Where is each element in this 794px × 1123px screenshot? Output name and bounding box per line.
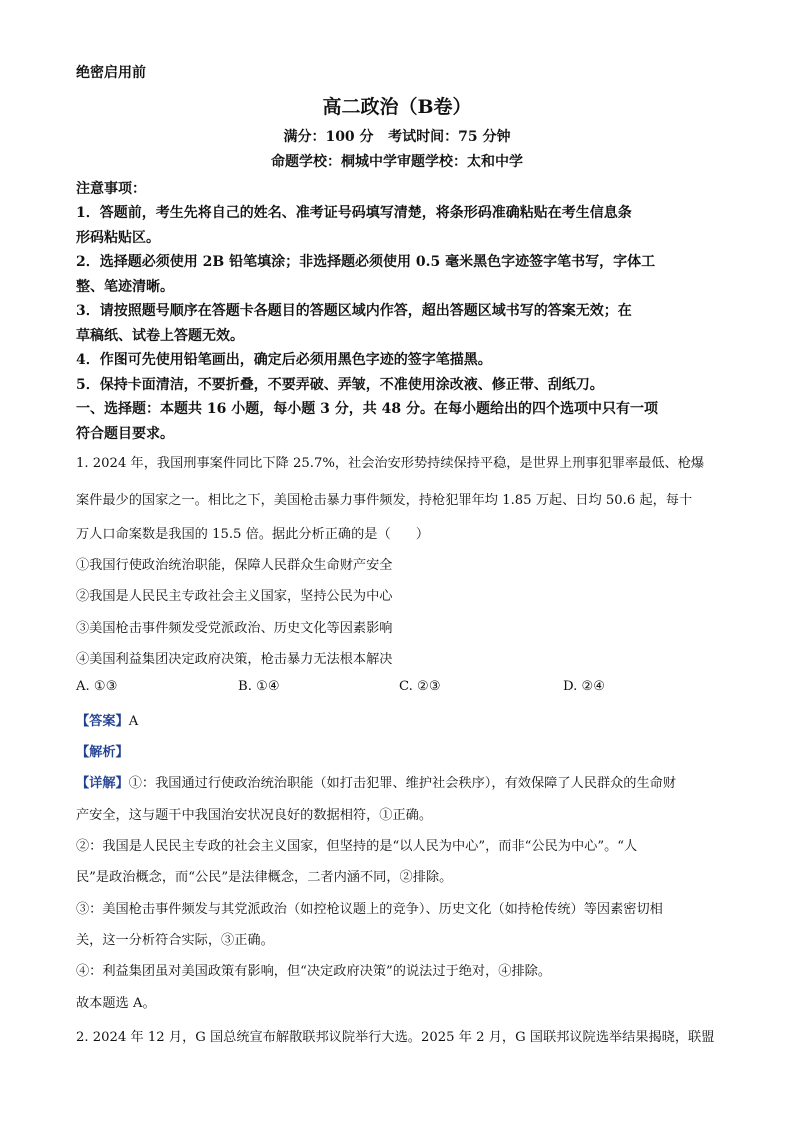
q1-conclusion: 故本题选 A。 bbox=[76, 996, 156, 1011]
q1-answer-line bbox=[76, 710, 138, 729]
answer-tag: 【答案】 bbox=[76, 714, 129, 729]
section-heading-line-2: 符合题目要求。 bbox=[76, 426, 174, 442]
q1-explanation-line-3: ②：我国是人民民主专政的社会主义国家，但坚持的是“以人民为中心”，而非“公民为中心”。“人 bbox=[76, 839, 638, 854]
notes-heading: 注意事项： bbox=[76, 181, 146, 197]
note-1-line-2: 形码粘贴区。 bbox=[76, 230, 160, 246]
q1-statement-2: ②我国是人民民主专政社会主义国家，坚持公民为中心 bbox=[76, 589, 393, 604]
q1-statement-3: ③美国枪击事件频发受党派政治、历史文化等因素影响 bbox=[76, 621, 393, 636]
note-4: 4．作图可先使用铅笔画出，确定后必须用黑色字迹的签字笔描黑。 bbox=[76, 352, 492, 368]
schools-line: 命题学校：桐城中学审题学校：太和中学 bbox=[271, 154, 523, 170]
q1-stem-line-2: 案件最少的国家之一。相比之下，美国枪击暴力事件频发，持枪犯罪年均 1.85 万起、日均 50.6 起，每十 bbox=[76, 493, 693, 508]
q1-option-b: B. ①④ bbox=[238, 679, 280, 694]
q1-explanation-line-4: 民”是政治概念，而“公民”是法律概念，二者内涵不同，②排除。 bbox=[76, 870, 453, 885]
q1-explanation-line-2: 产安全，这与题干中我国治安状况良好的数据相符，①正确。 bbox=[76, 808, 433, 823]
q1-statement-1: ①我国行使政治统治职能，保障人民群众生命财产安全 bbox=[76, 558, 393, 573]
section-heading-line-1: 一、选择题：本题共 16 小题，每小题 3 分，共 48 分。在每小题给出的四个选项中只有一项 bbox=[76, 401, 658, 417]
explanation-text-1: ①：我国通过行使政治统治职能（如打击犯罪、维护社会秩序），有效保障了人民群众的生命财 bbox=[128, 776, 677, 791]
q1-option-c: C. ②③ bbox=[399, 679, 441, 694]
note-2-line-1: 2．选择题必须使用 2B 铅笔填涂；非选择题必须使用 0.5 毫米黑色字迹签字笔书写，字体工 bbox=[76, 254, 656, 270]
analysis-tag bbox=[76, 741, 129, 760]
detail-tag: 【详解】 bbox=[76, 776, 129, 791]
q1-option-d: D. ②④ bbox=[563, 679, 606, 694]
secret-mark: 绝密启用前 bbox=[76, 65, 146, 81]
note-5: 5．保持卡面清洁，不要折叠，不要弄破、弄皱，不准使用涂改液、修正带、刮纸刀。 bbox=[76, 377, 604, 393]
q1-statement-4: ④美国利益集团决定政府决策，枪击暴力无法根本解决 bbox=[76, 652, 393, 667]
note-1-line-1: 1．答题前，考生先将自己的姓名、准考证号码填写清楚，将条形码准确粘贴在考生信息条 bbox=[76, 205, 632, 221]
page-title: 高二政治（B卷） bbox=[322, 96, 472, 118]
q1-explanation-line-6: 关，这一分析符合实际，③正确。 bbox=[76, 933, 274, 948]
note-2-line-2: 整、笔迹清晰。 bbox=[76, 279, 174, 295]
q1-explanation-line-5: ③：美国枪击事件频发与其党派政治（如控枪议题上的竞争）、历史文化（如持枪传统）等因素密切相 bbox=[76, 902, 663, 917]
score-time: 满分：100 分 考试时间：75 分钟 bbox=[283, 129, 511, 145]
note-3-line-1: 3．请按照题号顺序在答题卡各题目的答题区域内作答，超出答题区域书写的答案无效；在 bbox=[76, 303, 632, 319]
q1-option-a: A. ①③ bbox=[76, 679, 118, 694]
q2-stem-line-1: 2. 2024 年 12 月，G 国总统宣布解散联邦议院举行大选。2025 年 2 月，G 国联邦议院选举结果揭晓，联盟 bbox=[76, 1030, 715, 1045]
q1-explanation-line-1 bbox=[76, 772, 676, 791]
q1-stem-line-1: 1. 2024 年，我国刑事案件同比下降 25.7%，社会治安形势持续保持平稳，是世界上刑事犯罪率最低、枪爆 bbox=[76, 456, 705, 471]
answer-value: A bbox=[128, 714, 139, 729]
analysis-label: 【解析】 bbox=[76, 745, 129, 760]
q1-explanation-line-7: ④：利益集团虽对美国政策有影响，但“决定政府决策”的说法过于绝对，④排除。 bbox=[76, 964, 552, 979]
note-3-line-2: 草稿纸、试卷上答题无效。 bbox=[76, 328, 244, 344]
q1-stem-line-3: 万人口命案数是我国的 15.5 倍。据此分析正确的是（ ） bbox=[76, 527, 430, 542]
